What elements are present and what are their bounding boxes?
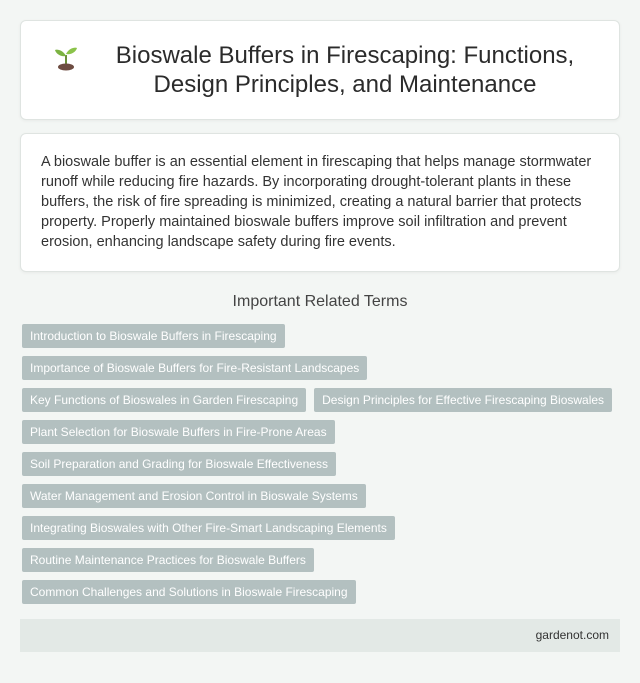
- term-tag[interactable]: Introduction to Bioswale Buffers in Firescaping: [22, 324, 285, 348]
- tag-row: [22, 324, 620, 348]
- title-card: [20, 20, 620, 120]
- intro-card: [20, 133, 620, 272]
- title-wrap: [51, 41, 589, 99]
- term-tag[interactable]: Routine Maintenance Practices for Bioswale Buffers: [22, 548, 314, 572]
- term-tag[interactable]: Design Principles for Effective Firescaping Bioswales: [314, 388, 612, 412]
- tag-row: [22, 580, 620, 604]
- sprout-icon: [51, 41, 81, 71]
- term-tag[interactable]: Key Functions of Bioswales in Garden Firescaping: [22, 388, 306, 412]
- tag-row: [22, 484, 620, 508]
- tag-row: [22, 516, 620, 540]
- term-tag[interactable]: Common Challenges and Solutions in Bioswale Firescaping: [22, 580, 356, 604]
- term-tag[interactable]: Integrating Bioswales with Other Fire-Smart Landscaping Elements: [22, 516, 395, 540]
- intro-paragraph: A bioswale buffer is an essential element in firescaping that helps manage stormwater runoff while reducing fire hazards. By incorporating drought-tolerant plants in these buffers, the risk of fire spreading is minimized, creating a natural barrier that protects property. Properly maintained bioswale buffers improve soil infiltration and prevent erosion, enhancing landscape safety during fire events.: [41, 154, 592, 250]
- footer: [20, 619, 620, 652]
- term-tag[interactable]: Plant Selection for Bioswale Buffers in Fire-Prone Areas: [22, 420, 335, 444]
- terms-list: [20, 324, 620, 604]
- tag-row: [22, 452, 620, 476]
- page-title: Bioswale Buffers in Firescaping: Functions, Design Principles, and Maintenance: [115, 42, 575, 98]
- tag-row: [22, 548, 620, 572]
- term-tag[interactable]: Water Management and Erosion Control in Bioswale Systems: [22, 484, 366, 508]
- tag-row: [22, 388, 620, 412]
- tag-row: [22, 420, 620, 444]
- footer-site-link[interactable]: gardenot.com: [535, 628, 609, 642]
- tag-row: [22, 356, 620, 380]
- term-tag[interactable]: Importance of Bioswale Buffers for Fire-Resistant Landscapes: [22, 356, 367, 380]
- terms-heading: Important Related Terms: [232, 293, 408, 310]
- term-tag[interactable]: Soil Preparation and Grading for Bioswale Effectiveness: [22, 452, 336, 476]
